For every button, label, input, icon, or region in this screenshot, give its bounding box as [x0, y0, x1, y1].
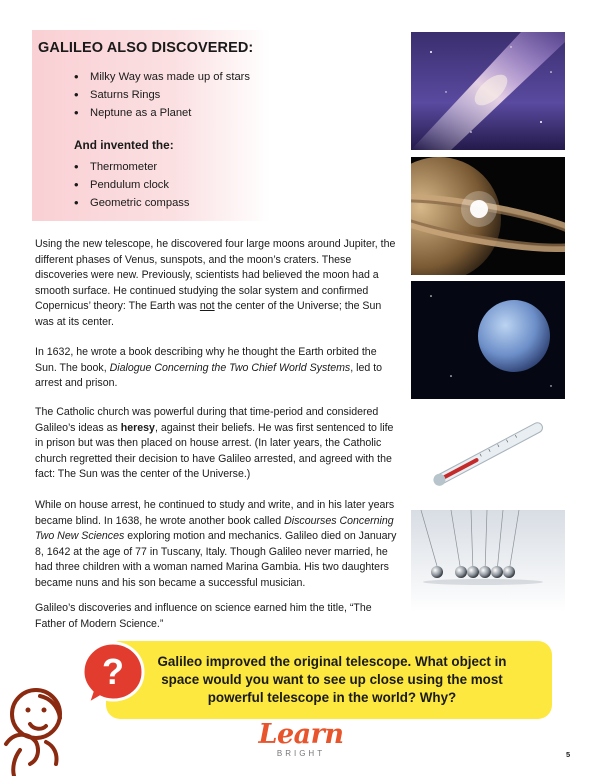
neptune-image	[411, 281, 565, 399]
milky-way-image	[411, 32, 565, 150]
invented-heading: And invented the:	[74, 138, 174, 152]
paragraph-heresy	[35, 405, 397, 483]
book-title: Dialogue Concerning the Two Chief World Systems	[109, 361, 351, 374]
paragraph-text: While on house arrest, he continued to study and write, and in his later years became blind. In 1638, he wrote another book called	[35, 499, 395, 527]
page-number: 5	[566, 750, 571, 759]
thermometer-image	[411, 404, 565, 504]
learn-bright-logo	[246, 721, 356, 771]
discoveries-list	[74, 68, 250, 122]
paragraph-text: , against their beliefs. He was first sentenced to life in prison but was then placed on house arrest. (In later years, the Catholic church regretted their decision to have Galileo arrested, and agreed with the fact: The Sun was the center of the Universe.)	[35, 421, 394, 480]
list-item: • Neptune as a Planet	[74, 104, 250, 122]
list-item: • Geometric compass	[74, 194, 189, 212]
paragraph-later-years	[35, 498, 397, 591]
paragraph-text: the center of the Universe; the Sun was at its center.	[35, 300, 382, 328]
thinking-person-icon	[0, 684, 110, 776]
book-title: Discourses Concerning Two New Sciences	[35, 514, 394, 542]
paragraph-text: The Catholic church was powerful during that time-period and considered Galileo’s ideas as	[35, 406, 379, 434]
saturn-image	[411, 157, 565, 275]
logo-word: Learn	[258, 719, 344, 750]
term-heresy: heresy	[120, 421, 155, 434]
callout-title: GALILEO ALSO DISCOVERED:	[38, 40, 254, 56]
pendulum-image	[411, 510, 565, 612]
paragraph-moons	[35, 237, 397, 330]
emphasis-not: not	[199, 300, 215, 312]
question-text: Galileo improved the original telescope. What object in space would you want to see up close using the most powerful telescope in the world? Why?	[157, 654, 507, 705]
question-mark: ?	[102, 651, 124, 692]
paragraph-text: , led to arrest and prison.	[35, 361, 383, 389]
paragraph-text: Using the new telescope, he discovered four large moons around Jupiter, the different phases of Venus, sunspots, and the moon’s craters. These discoveries were new. Previously, scientists had believed the moon had a smooth surface. He continued studying the solar system and confirmed Copernicus’ theory: The Earth was	[35, 238, 396, 312]
logo-tagline: BRIGHT	[276, 749, 326, 758]
discoveries-callout	[32, 30, 270, 221]
paragraph-dialogue	[35, 345, 397, 392]
list-item: • Pendulum clock	[74, 176, 189, 194]
list-item: • Thermometer	[74, 158, 189, 176]
paragraph-text: exploring motion and mechanics. Galileo died on January 8, 1642 at the age of 77 in Tuscany, Italy. Though Galileo never married, he had three children with a woman named Marina Gambia. His two daughters became nuns and his son became a successful musician.	[35, 530, 397, 589]
paragraph-father: Galileo’s discoveries and influence on science earned him the title, “The Father of Modern Science.”	[35, 602, 372, 630]
question-banner	[106, 641, 552, 719]
inventions-list	[74, 158, 189, 212]
paragraph-text: In 1632, he wrote a book describing why he thought the Earth orbited the Sun. The book,	[35, 346, 377, 374]
list-item: • Milky Way was made up of stars	[74, 68, 250, 86]
list-item: • Saturns Rings	[74, 86, 250, 104]
